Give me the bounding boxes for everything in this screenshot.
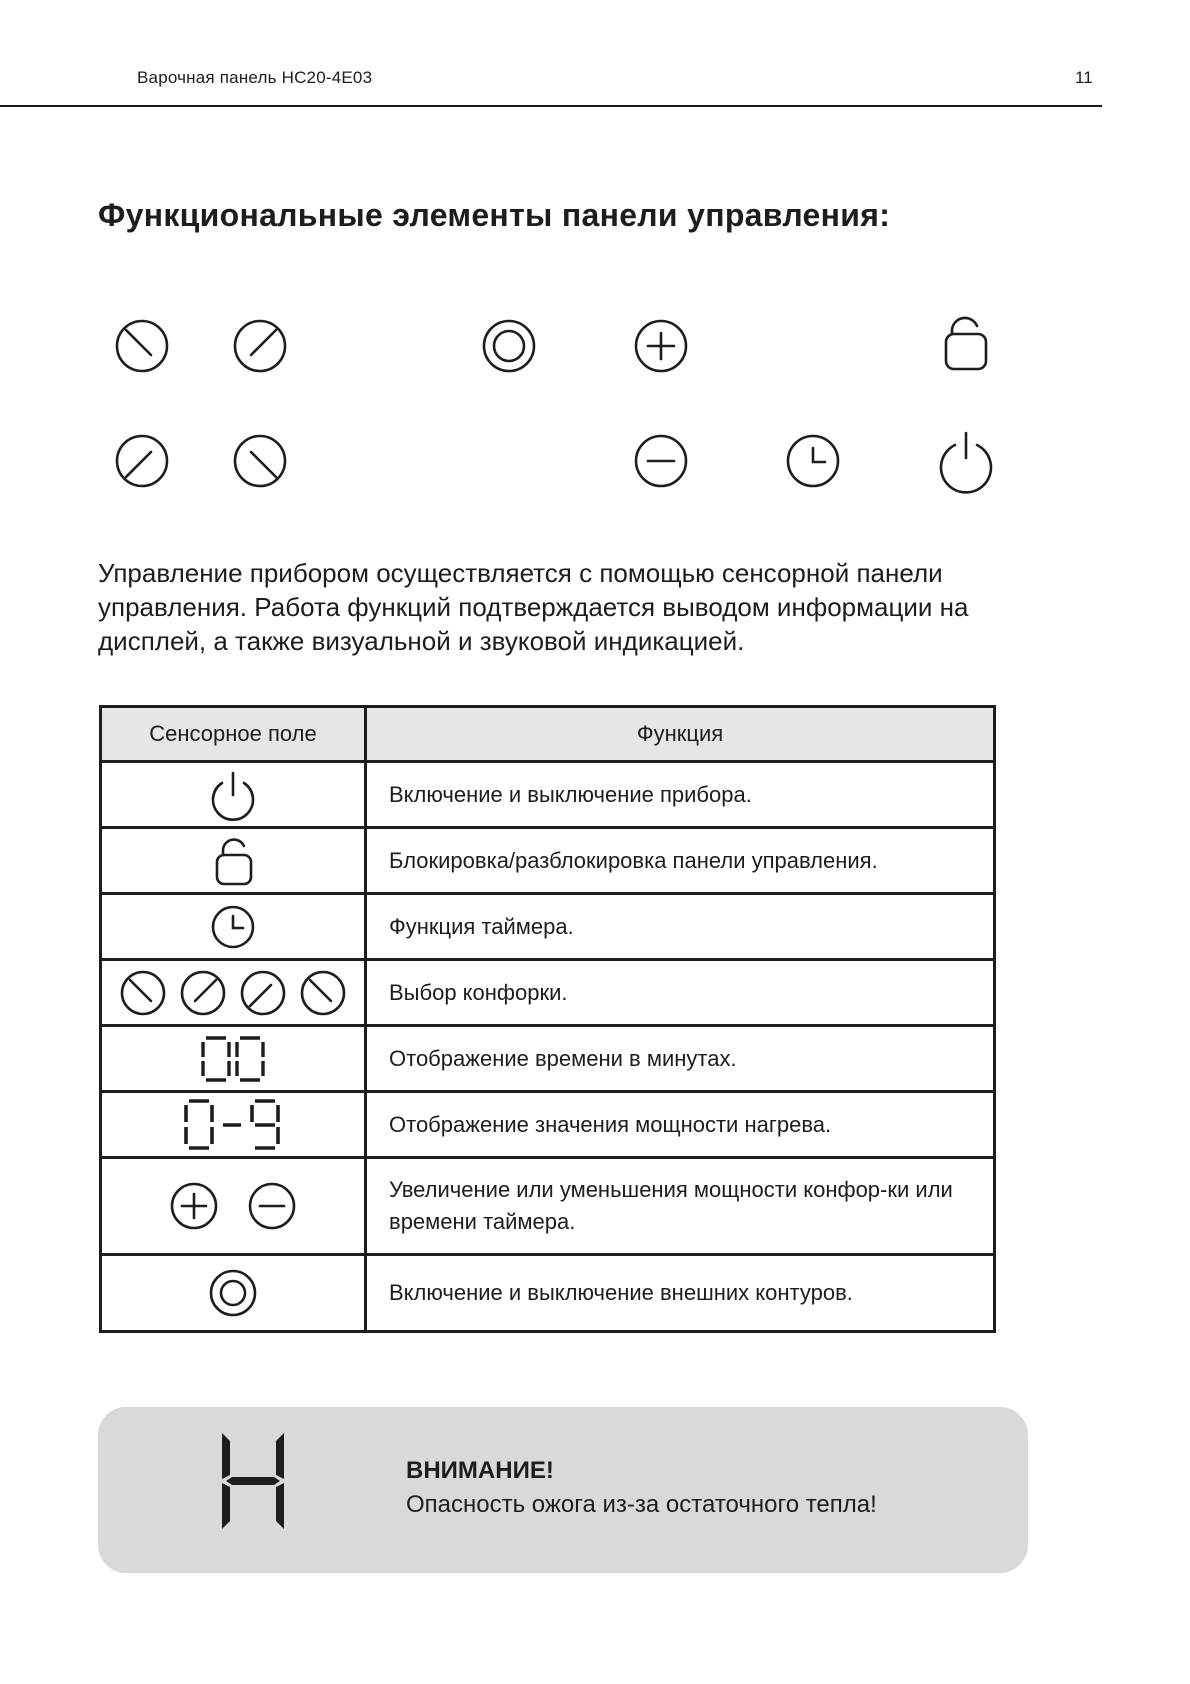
function-text: Отображение времени в минутах. [366, 1026, 995, 1092]
function-text: Блокировка/разблокировка панели управления. [366, 828, 995, 894]
outer-circuit-icon [207, 1267, 259, 1319]
burner-bottom-left-icon [242, 972, 284, 1014]
table-row [101, 1158, 995, 1255]
column-header-sensor: Сенсорное поле [101, 707, 366, 762]
table-header-row [101, 707, 995, 762]
plus-icon [636, 321, 686, 371]
minus-icon [636, 436, 686, 486]
function-text: Функция таймера. [366, 894, 995, 960]
burner-bottom-right-icon [235, 436, 285, 486]
table-row [101, 828, 995, 894]
table-row [101, 1026, 995, 1092]
function-text: Выбор конфорки. [366, 960, 995, 1026]
burner-select-icons [118, 968, 348, 1018]
power-level-display-icon [183, 1097, 283, 1153]
lock-icon [208, 835, 258, 887]
warning-text: Опасность ожога из-за остаточного тепла! [406, 1491, 877, 1518]
outer-circuit-icon [484, 321, 534, 371]
plus-minus-icons [168, 1180, 298, 1232]
residual-heat-display-icon [218, 1429, 288, 1534]
timer-icon [208, 902, 258, 952]
timer-icon [788, 436, 838, 486]
burner-bottom-right-icon [302, 972, 344, 1014]
intro-paragraph: Управление прибором осуществляется с помощью сенсорной панели управления. Работа функций подтверждается выводом информации на дисплей, а также визуальной и звуковой индикацией. [98, 558, 969, 656]
section-title: Функциональные элементы панели управления: [98, 197, 891, 233]
power-icon [941, 433, 991, 492]
table-row [101, 960, 995, 1026]
table-row [101, 1255, 995, 1332]
time-display-icon [198, 1034, 268, 1084]
burner-top-right-icon [235, 321, 285, 371]
power-icon [208, 769, 258, 821]
functions-table [99, 705, 996, 1333]
burner-top-left-icon [117, 321, 167, 371]
burner-top-right-icon [182, 972, 224, 1014]
page-number: 11 [1075, 68, 1093, 87]
table-row [101, 894, 995, 960]
minus-icon [250, 1184, 294, 1228]
function-text: Включение и выключение внешних контуров. [366, 1255, 995, 1332]
warning-title: ВНИМАНИЕ! [406, 1457, 554, 1484]
plus-icon [172, 1184, 216, 1228]
header-title: Варочная панель HC20-4E03 [137, 68, 373, 87]
function-text: Увеличение или уменьшения мощности конфор-ки или времени таймера. [366, 1158, 995, 1255]
table-row [101, 762, 995, 828]
burner-top-left-icon [122, 972, 164, 1014]
function-text: Включение и выключение прибора. [366, 762, 995, 828]
header-divider [0, 105, 1102, 107]
function-text: Отображение значения мощности нагрева. [366, 1092, 995, 1158]
table-row [101, 1092, 995, 1158]
control-panel-diagram [0, 300, 1190, 500]
column-header-function: Функция [366, 707, 995, 762]
burner-bottom-left-icon [117, 436, 167, 486]
warning-box [98, 1407, 1028, 1573]
lock-icon [946, 318, 986, 369]
